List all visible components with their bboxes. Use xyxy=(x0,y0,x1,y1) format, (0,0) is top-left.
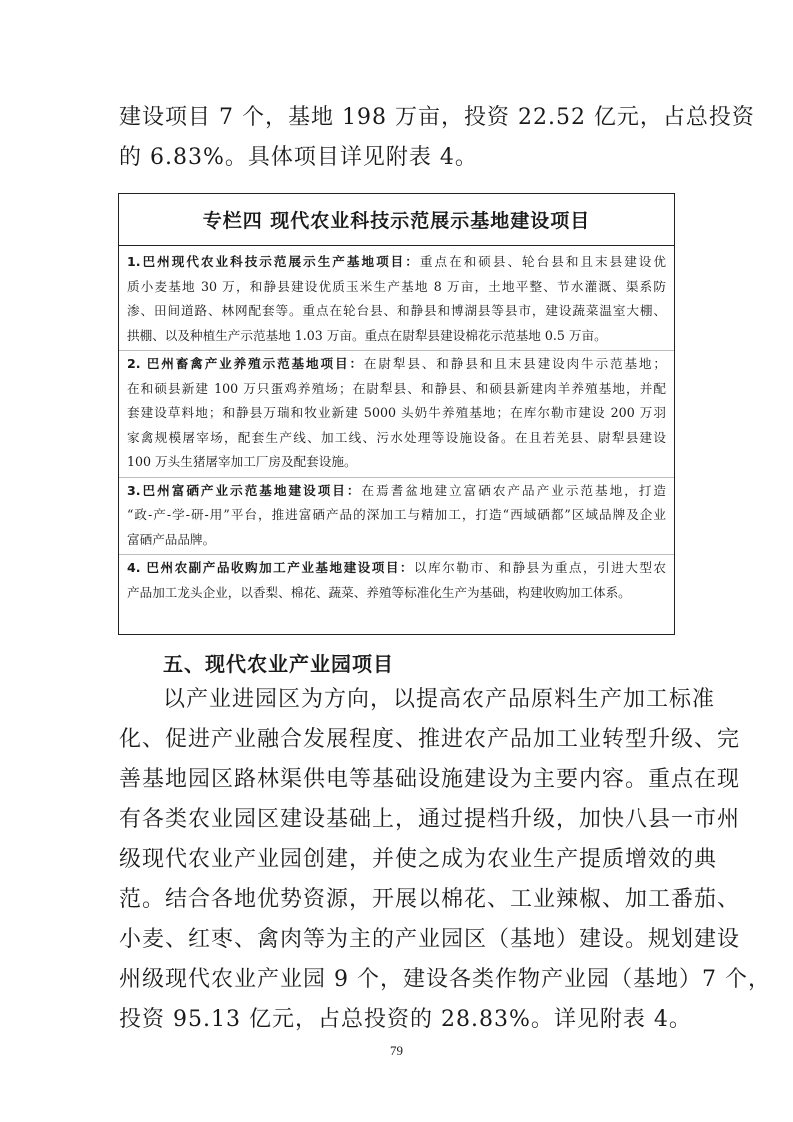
text-line: 建设项目 7 个，基地 198 万亩，投资 22.52 亿元，占总投资 xyxy=(119,105,755,130)
intro-paragraph xyxy=(119,98,755,178)
text-line: 善基地园区路林渠供电等基础设施建设为主要内容。重点在现 xyxy=(119,767,741,792)
text-line: 富硒产品品牌。 xyxy=(127,531,216,547)
text-line: 在和硕县新建 100 万只蛋鸡养殖场；在尉犁县、和静县、和硕县新建肉羊养殖基地，并配 xyxy=(127,380,666,396)
text-line: 在尉犁县、和静县和且末县建设肉牛示范基地； xyxy=(363,356,666,371)
text-line: 100 万头生猪屠宰加工厂房及配套设施。 xyxy=(127,454,357,469)
text-line: 质小麦基地 30 万，和静县建设优质玉米生产基地 8 万亩，土地平整、节水灌溉、渠系防 xyxy=(127,278,666,294)
text-line: 范。结合各地优势资源，开展以棉花、工业辣椒、加工番茄、 xyxy=(119,887,741,912)
box-item xyxy=(119,246,674,348)
text-line: 级现代农业产业园创建，并使之成为农业生产提质增效的典 xyxy=(119,847,718,872)
feature-box xyxy=(118,193,675,635)
divider xyxy=(119,350,674,351)
divider xyxy=(119,477,674,478)
text-line: 小麦、红枣、禽肉等为主的产业园区（基地）建设。规划建设 xyxy=(119,927,741,952)
section-paragraph xyxy=(119,680,771,1040)
item-heading: 2. 巴州畜禽产业养殖示范基地项目： xyxy=(127,356,364,371)
text-line: 在焉耆盆地建立富硒农产品产业示范基地，打造 xyxy=(361,482,666,498)
text-line: 投资 95.13 亿元，占总投资的 28.83%。详见附表 4。 xyxy=(119,1007,692,1032)
text-line: 化、促进产业融合发展程度、推进农产品加工业转型升级、完 xyxy=(119,727,741,752)
text-line: 以库尔勒市、和静县为重点，引进大型农 xyxy=(414,560,667,575)
text-line: 州级现代农业产业园 9 个，建设各类作物产业园（基地）7 个， xyxy=(119,967,771,992)
box-item xyxy=(119,352,674,475)
text-line: 家禽规模屠宰场，配套生产线、加工线、污水处理等设施设备。在且若羌县、尉犁县建设 xyxy=(127,429,666,445)
text-line: 产品加工龙头企业，以香梨、棉花、蔬菜、养殖等标准化生产为基础，构建收购加工体系。 xyxy=(127,584,631,600)
text-line: 拱棚、以及种植生产示范基地 1.03 万亩。重点在尉犁县建设棉花示范基地 0.5 万亩。 xyxy=(127,327,607,343)
box-item xyxy=(119,479,674,553)
text-line: 有各类农业园区建设基础上，通过提档升级，加快八县一市州 xyxy=(119,807,741,832)
item-heading: 3.巴州富硒产业示范基地建设项目： xyxy=(127,482,362,498)
section-heading: 五、现代农业产业园项目 xyxy=(163,652,394,676)
text-line: “政-产-学-研-用”平台，推进富硒产品的深加工与精加工，打造“西域硒都”区域品牌及企业 xyxy=(127,507,666,522)
page-number: 79 xyxy=(390,1043,403,1058)
text-line: 重点在和硕县、轮台县和且末县建设优 xyxy=(419,254,666,269)
box-title: 专栏四 现代农业科技示范展示基地建设项目 xyxy=(119,194,674,246)
divider xyxy=(119,554,674,555)
item-heading: 4. 巴州农副产品收购加工产业基地建设项目： xyxy=(127,560,414,575)
item-heading: 1.巴州现代农业科技示范展示生产基地项目： xyxy=(127,254,420,269)
text-line: 套建设草料地；和静县万瑞和牧业新建 5000 头奶牛养殖基地；在库尔勒市建设 200 万羽 xyxy=(127,405,666,420)
text-line: 的 6.83%。具体项目详见附表 4。 xyxy=(119,145,478,170)
text-line: 以产业进园区为方向，以提高农产品原料生产加工标准 xyxy=(163,687,716,712)
text-line: 渗、田间道路、林网配套等。重点在轮台县、和静县和博湖县等县市，建设蔬菜温室大棚、 xyxy=(127,303,666,318)
box-item xyxy=(119,556,674,605)
